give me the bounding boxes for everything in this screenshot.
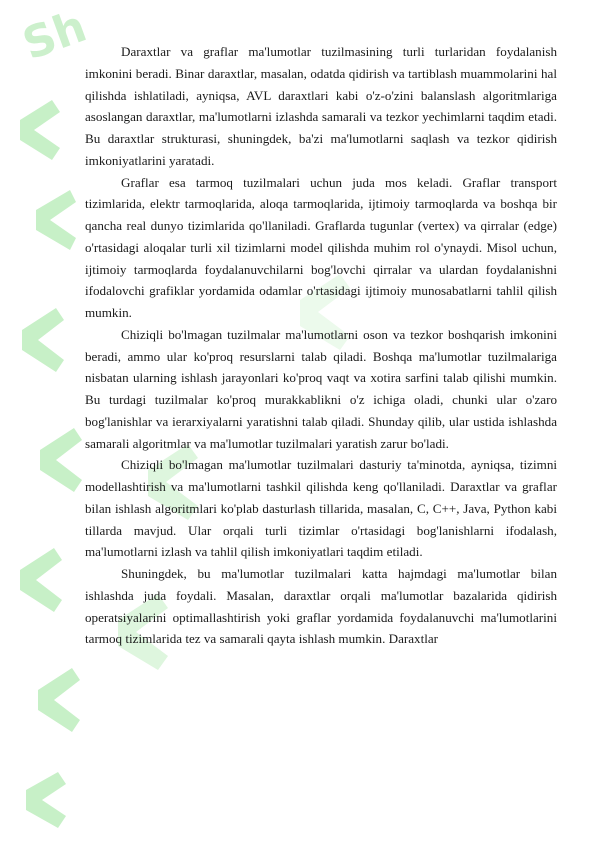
watermark-text: Sh: [16, 0, 93, 71]
paragraph-5: Shuningdek, bu ma'lumotlar tuzilmalari katta hajmdagi ma'lumotlar bilan ishlashda juda foydali. Masalan, daraxtlar orqali ma'lumotlar bazalarida qidirish operatsiyalarini optimallashtirish yoki graflar yordamida foydalanuvchi ma'lumotlarini tarmoq tizimlarida tez va samarali qayta ishlash mumkin. Daraxtlar: [85, 566, 557, 647]
paragraph-1: Daraxtlar va graflar ma'lumotlar tuzilmasining turli turlaridan foydalanish imkonini beradi. Binar daraxtlar, masalan, odatda qidirish va tartiblash muammolarini hal qilishda ishlatiladi, ayniqsa, AVL daraxtlari kabi o'z-o'zini balanslash algoritmlariga asoslangan daraxtlar, ma'lumotlarni izlashda samarali va tezkor yechimlarni taqdim etadi. Bu daraxtlar strukturasi, shuningdek, ba'zi ma'lumotlarni saqlash va tezkor qidirish imkoniyatlarini yaratadi.: [85, 44, 557, 168]
paragraph-3: Chiziqli bo'lmagan tuzilmalar ma'lumotlarni oson va tezkor boshqarish imkonini beradi, ammo ular ko'proq resurslarni talab qiladi. Boshqa ma'lumotlar tuzilmalariga nisbatan ularning ishlash jarayonlari ko'proq vaqt va xotira sarfini talab qilishi mumkin. Bu turdagi tuzilmalar ko'proq murakkablikni o'z ichiga oladi, chunki ular o'zaro bog'lanishlar va ierarxiyalarni yaratishni talab qiladi. Shunday qilib, ular ustida ishlashda samarali algoritmlar va ma'lumotlar tuzilmalari yaratish zarur bo'ladi.: [85, 326, 557, 451]
paragraph-4: Chiziqli bo'lmagan ma'lumotlar tuzilmalari dasturiy ta'minotda, ayniqsa, tizimni modellashtirish va ma'lumotlarni tashkil qilishda keng qo'llaniladi. Daraxtlar va graflar bilan ishlash algoritmlari ko'plab dasturlash tillarida, masalan, C, C++, Java, Python kabi tillarda mavjud. Ular orqali turli tizimlar o'rtasidagi bog'lanishlarni ifodalash, ma'lumotlarni izlash va tahlil qilish imkoniyatlari taqdim etiladi.: [85, 457, 557, 560]
paragraph-2: Graflar esa tarmoq tuzilmalari uchun juda mos keladi. Graflar transport tizimlarida, elektr tarmoqlarida, aloqa tarmoqlarida, ijtimoiy tarmoqlarda va boshqa bir qancha real dunyo tizimlarida qo'llaniladi. Graflarda tugunlar (vertex) va qirralar (edge) o'rtasidagi aloqalar turli xil tizimlarni model qilishda muhim rol o'ynaydi. Misol uchun, ijtimoiy tarmoqlarda foydalanuvchilarni bog'lovchi qirralar va ulardan foydalanishni ifodalovchi grafiklar yordamida odamlar o'rtasidagi ijtimoiy munosabatlarni tahlil qilish mumkin.: [85, 174, 557, 320]
document-body: [85, 41, 557, 650]
